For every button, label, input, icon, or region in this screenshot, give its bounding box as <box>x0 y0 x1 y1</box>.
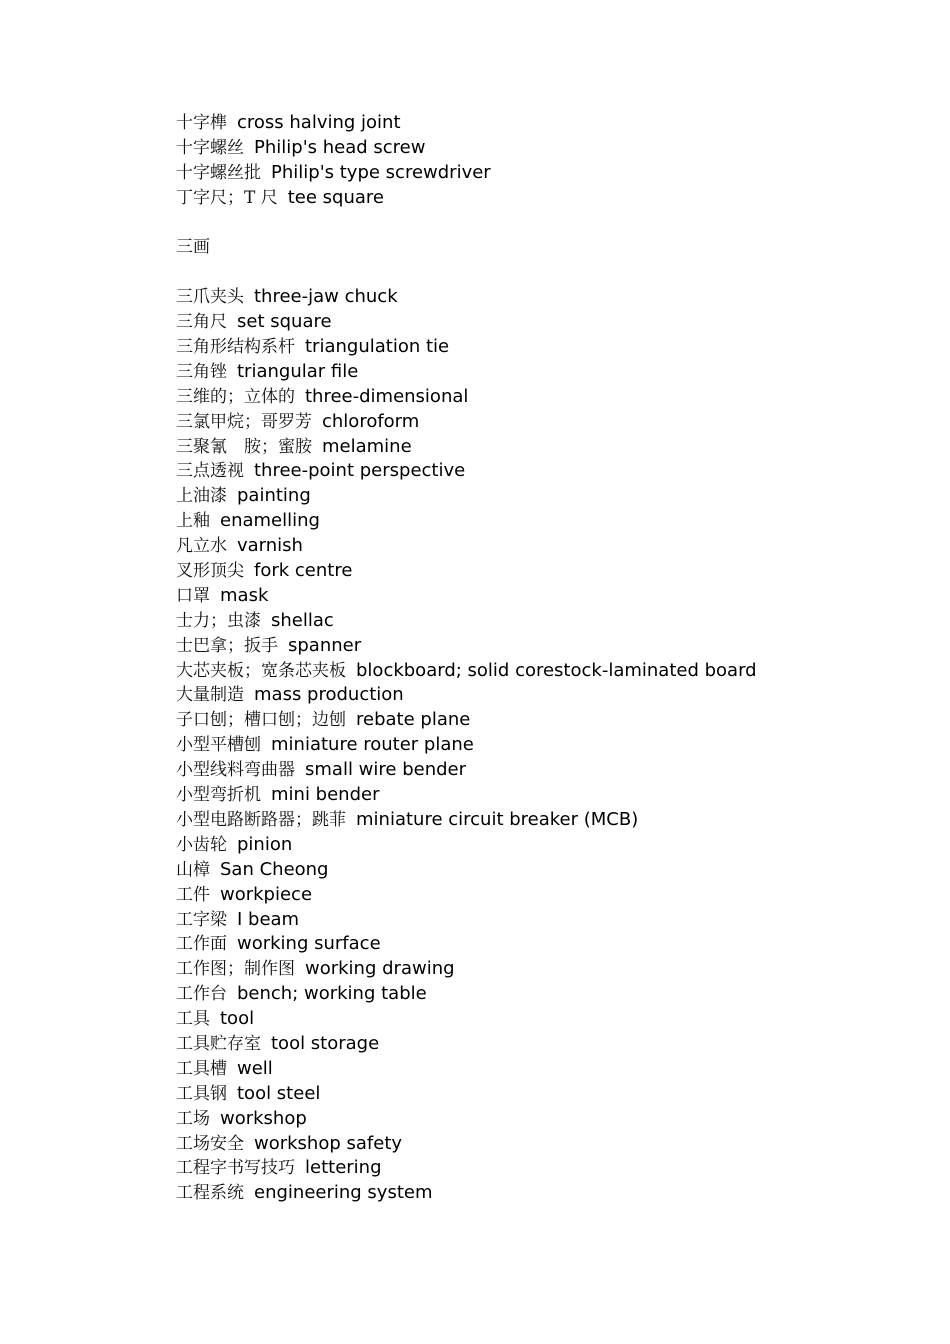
term-chinese: 小型电路断路器；跳菲 <box>176 809 346 830</box>
term-chinese: 工具 <box>176 1009 210 1030</box>
term-chinese: 山樟 <box>176 859 210 880</box>
term-english: Philip's head screw <box>254 136 426 158</box>
term-english: miniature router plane <box>271 734 474 756</box>
term-english: cross halving joint <box>237 112 401 133</box>
glossary-entry <box>176 111 916 136</box>
term-english: three-jaw chuck <box>254 286 398 308</box>
term-chinese: 十字螺丝 <box>176 137 244 158</box>
glossary-entry <box>176 758 916 783</box>
term-english: tee square <box>287 186 384 208</box>
glossary-entry <box>176 833 916 858</box>
term-english: enamelling <box>220 510 320 532</box>
glossary-entry <box>176 858 916 883</box>
glossary-entry <box>176 1107 916 1132</box>
glossary-entry <box>176 783 916 808</box>
glossary-entry <box>176 1181 916 1206</box>
term-chinese: 小型弯折机 <box>176 785 261 806</box>
section-heading-text: 三画 <box>176 237 210 258</box>
glossary-entry <box>176 584 916 609</box>
term-english: workshop safety <box>254 1132 403 1154</box>
term-chinese: 叉形顶尖 <box>176 561 244 582</box>
term-chinese: 工作面 <box>176 934 227 955</box>
glossary-entry <box>176 1132 916 1157</box>
term-chinese: 工作图；制作图 <box>176 959 295 980</box>
term-english: chloroform <box>322 410 420 432</box>
term-chinese: 工程系统 <box>176 1183 244 1204</box>
term-chinese: 工场 <box>176 1108 210 1129</box>
glossary-entry <box>176 708 916 733</box>
glossary-entry <box>176 808 916 833</box>
term-english: working drawing <box>305 958 455 980</box>
term-english: rebate plane <box>356 709 471 731</box>
glossary-entry <box>176 136 916 161</box>
glossary-entry <box>176 161 916 186</box>
term-english: working surface <box>237 933 381 955</box>
spacer <box>176 260 916 285</box>
term-english: small wire bender <box>305 759 466 781</box>
term-chinese: 工具贮存室 <box>176 1033 261 1054</box>
term-english: three-dimensional <box>305 385 469 407</box>
glossary-entry <box>176 932 916 957</box>
term-chinese: 小齿轮 <box>176 834 227 855</box>
glossary-entry <box>176 360 916 385</box>
term-english: lettering <box>305 1157 382 1179</box>
term-english: workpiece <box>220 883 313 905</box>
term-chinese: 上油漆 <box>176 486 227 507</box>
term-chinese: 工具槽 <box>176 1058 227 1079</box>
term-english: painting <box>237 485 311 507</box>
term-chinese: 三点透视 <box>176 461 244 482</box>
term-english: triangulation tie <box>305 336 450 358</box>
term-english: I beam <box>237 908 300 930</box>
term-chinese: 三聚氰 胺；蜜胺 <box>176 436 312 457</box>
term-english: fork centre <box>254 560 353 582</box>
glossary-entry <box>176 733 916 758</box>
term-english: mass production <box>254 684 404 706</box>
glossary-entry <box>176 186 916 211</box>
glossary-entry <box>176 609 916 634</box>
glossary-entry <box>176 957 916 982</box>
term-chinese: 工场安全 <box>176 1133 244 1154</box>
glossary-entry <box>176 1057 916 1082</box>
glossary-page <box>176 111 916 1206</box>
term-english: bench; working table <box>237 983 427 1005</box>
glossary-entry <box>176 1032 916 1057</box>
term-english: engineering system <box>254 1182 433 1204</box>
glossary-entry <box>176 335 916 360</box>
term-english: melamine <box>322 435 412 457</box>
term-chinese: 上釉 <box>176 511 210 532</box>
term-chinese: 十字螺丝批 <box>176 162 261 183</box>
term-chinese: 大芯夹板；宽条芯夹板 <box>176 660 346 681</box>
term-chinese: 小型平槽刨 <box>176 735 261 756</box>
glossary-list <box>176 285 916 1206</box>
glossary-entry <box>176 659 916 684</box>
glossary-entry <box>176 385 916 410</box>
glossary-entry <box>176 435 916 460</box>
glossary-entry <box>176 310 916 335</box>
term-chinese: 三角尺 <box>176 312 227 333</box>
glossary-entry <box>176 634 916 659</box>
glossary-entry <box>176 1082 916 1107</box>
term-english: shellac <box>271 609 334 631</box>
term-chinese: 大量制造 <box>176 685 244 706</box>
term-chinese: 工字梁 <box>176 909 227 930</box>
term-chinese: 小型线料弯曲器 <box>176 760 295 781</box>
glossary-entry <box>176 509 916 534</box>
term-english: tool storage <box>271 1032 380 1054</box>
glossary-entry <box>176 683 916 708</box>
term-chinese: 丁字尺；T 尺 <box>176 187 278 208</box>
term-english: varnish <box>237 535 303 557</box>
glossary-entry <box>176 459 916 484</box>
glossary-list-top <box>176 111 916 211</box>
term-chinese: 三维的；立体的 <box>176 386 295 407</box>
glossary-entry <box>176 285 916 310</box>
term-english: set square <box>237 311 332 333</box>
term-chinese: 三爪夹头 <box>176 287 244 308</box>
spacer <box>176 211 916 236</box>
term-chinese: 三角锉 <box>176 361 227 382</box>
glossary-entry <box>176 982 916 1007</box>
section-heading <box>176 235 916 260</box>
term-chinese: 工件 <box>176 884 210 905</box>
term-chinese: 工作台 <box>176 984 227 1005</box>
term-chinese: 士力；虫漆 <box>176 610 261 631</box>
term-chinese: 士巴拿；扳手 <box>176 635 278 656</box>
glossary-entry <box>176 1156 916 1181</box>
term-english: pinion <box>237 833 293 855</box>
glossary-entry <box>176 484 916 509</box>
term-chinese: 三氯甲烷；哥罗芳 <box>176 411 312 432</box>
glossary-entry <box>176 1007 916 1032</box>
term-chinese: 十字榫 <box>176 113 227 133</box>
term-chinese: 三角形结构系杆 <box>176 337 295 358</box>
term-english: well <box>237 1057 273 1079</box>
glossary-entry <box>176 559 916 584</box>
term-english: mask <box>220 584 269 606</box>
term-english: triangular file <box>237 360 359 382</box>
term-chinese: 子口刨；槽口刨；边刨 <box>176 710 346 731</box>
term-english: Philip's type screwdriver <box>271 161 491 183</box>
glossary-entry <box>176 534 916 559</box>
term-english: tool <box>220 1008 255 1030</box>
glossary-entry <box>176 410 916 435</box>
term-english: spanner <box>288 634 362 656</box>
term-chinese: 凡立水 <box>176 536 227 557</box>
term-english: miniature circuit breaker (MCB) <box>356 808 639 830</box>
term-english: mini bender <box>271 784 380 806</box>
term-english: three-point perspective <box>254 460 466 482</box>
term-english: San Cheong <box>220 858 329 880</box>
term-english: workshop <box>220 1107 307 1129</box>
term-english: tool steel <box>237 1082 321 1104</box>
term-chinese: 口罩 <box>176 585 210 606</box>
term-chinese: 工程字书写技巧 <box>176 1158 295 1179</box>
glossary-entry <box>176 883 916 908</box>
term-chinese: 工具钢 <box>176 1083 227 1104</box>
term-english: blockboard; solid corestock-laminated board <box>356 659 757 681</box>
glossary-entry <box>176 908 916 933</box>
